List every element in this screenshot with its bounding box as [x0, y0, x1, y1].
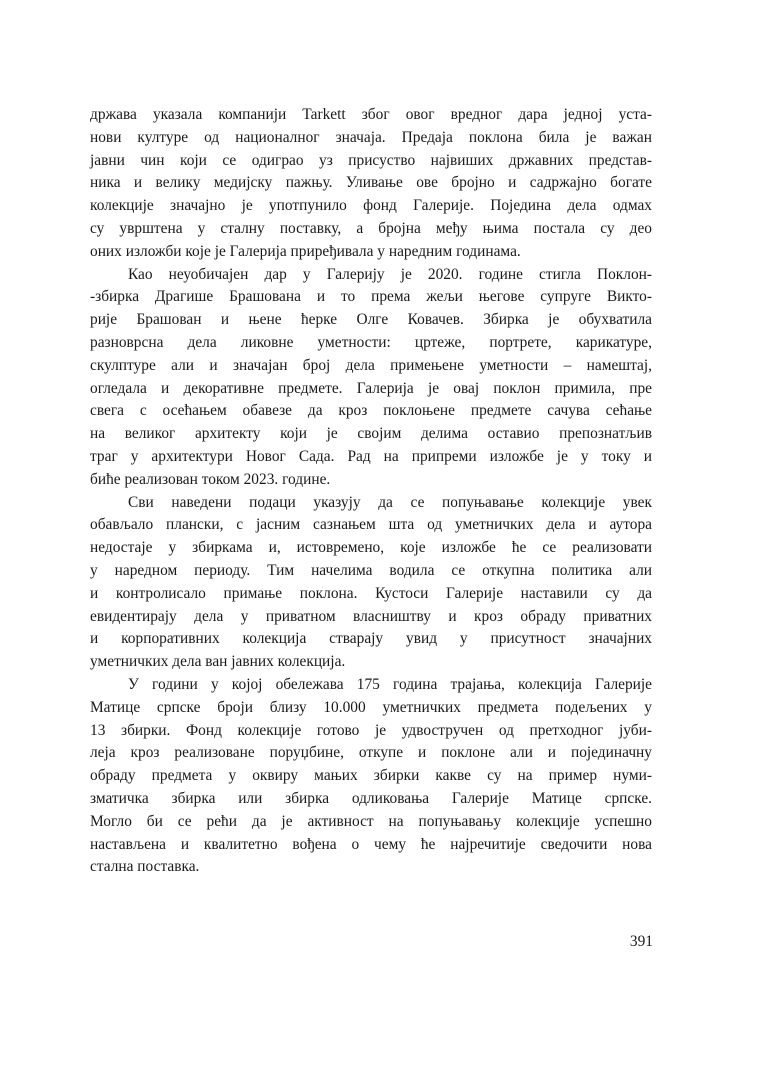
text-line: леја кроз реализоване поруџбине, откупе и поклоне али и појединачну: [90, 744, 652, 762]
text-line: Могло би се рећи да је активност на попуњавању колекције успешно: [90, 812, 652, 830]
text-line: и контролисало примање поклона. Кустоси Галерије наставили су да: [90, 584, 652, 602]
text-line: разноврсна дела ликовне уметности: цртеже, портрете, карикатуре,: [90, 333, 652, 351]
text-line: недостаје у збиркама и, истовремено, које изложбе ће се реализовати: [90, 539, 652, 557]
text-line: у наредном периоду. Тим начелима водила се откупна политика али: [90, 561, 652, 579]
text-line: јавни чин који се одиграо уз присуство највиших државних представ-: [90, 151, 652, 169]
text-line: свега с осећањем обавезе да кроз поклоњене предмете сачува сећање: [90, 402, 652, 420]
text-line: стална поставка.: [90, 858, 200, 876]
text-line: траг у архитектури Новог Сада. Рад на припреми изложбе је у току и: [90, 447, 652, 465]
page-number: 391: [629, 933, 653, 950]
text-line: зматичка збирка или збирка одликовања Галерије Матице српске.: [90, 789, 652, 807]
body-text: [90, 104, 652, 879]
text-line: У години у којој обележава 175 година трајања, колекција Галерије: [128, 675, 652, 693]
text-line: рије Брашован и њене ћерке Олге Ковачев. Збирка је обухватила: [90, 311, 652, 329]
text-line: 13 збирки. Фонд колекције готово је удвостручен од претходног јуби-: [90, 721, 652, 739]
text-line: нови културе од националног значаја. Предаја поклона била је важан: [90, 128, 652, 146]
text-line: -збирка Драгише Брашована и то према жељи његове супруге Викто-: [90, 288, 652, 306]
paragraph: [90, 674, 652, 879]
paragraph: [90, 104, 652, 264]
text-line: скулптуре али и значајан број дела примењене уметности – намештај,: [90, 356, 652, 374]
text-line: уметничких дела ван јавних колекција.: [90, 653, 346, 671]
paragraph: [90, 264, 652, 492]
text-line: биће реализован током 2023. године.: [90, 470, 331, 488]
text-line: Сви наведени подаци указују да се попуњавање колекције увек: [128, 493, 652, 511]
text-line: настављена и квалитетно вођена о чему ће најречитије сведочити нова: [90, 835, 652, 853]
text-line: оних изложби које је Галерија приређивала у наредним годинама.: [90, 242, 521, 260]
text-line: Као неуобичајен дар у Галерију је 2020. године стигла Поклон-: [128, 265, 652, 283]
text-line: и корпоративних колекција стварају увид у присутност значајних: [90, 630, 652, 648]
text-line: на великог архитекту који је својим делима оставио препознатљив: [90, 425, 652, 443]
text-line: обављало плански, с јасним сазнањем шта од уметничких дела и аутора: [90, 516, 652, 534]
text-line: евидентирају дела у приватном власништву и кроз обраду приватних: [90, 607, 652, 625]
paragraph: [90, 492, 652, 674]
text-line: су уврштена у сталну поставку, а бројна међу њима постала су део: [90, 219, 652, 237]
text-line: колекције значајно је употпунило фонд Галерије. Поједина дела одмах: [90, 197, 652, 215]
text-line: огледала и декоративне предмете. Галерија је овај поклон примила, пре: [90, 379, 652, 397]
text-line: Матице српске броји близу 10.000 уметничких предмета подељених у: [90, 698, 652, 716]
text-line: држава указала компанији Tarkett због овог вредног дара једној уста-: [90, 106, 652, 123]
text-line: обраду предмета у оквиру мањих збирки какве су на пример нуми-: [90, 767, 652, 785]
text-line: ника и велику медијску пажњу. Уливање ове бројно и садржајно богате: [90, 174, 652, 192]
